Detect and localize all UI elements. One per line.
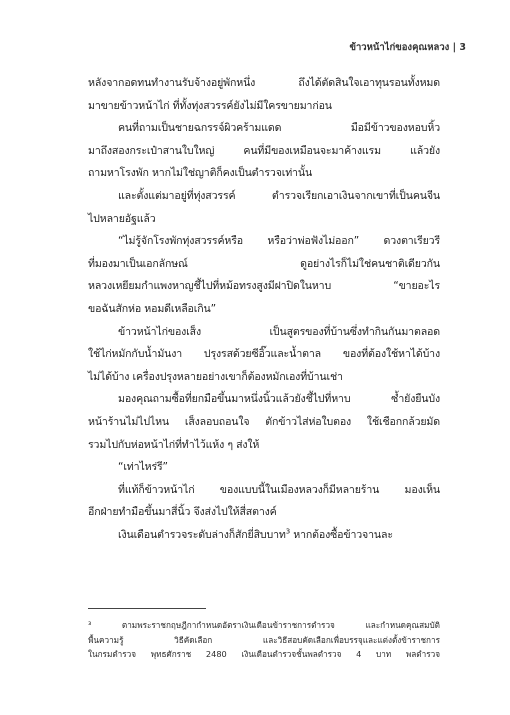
text-line: มาขายข้าวหน้าไก่ ที่ทั้งทุ่งสวรรค์ยังไม่มีใครขายมาก่อน [88, 99, 332, 112]
text-line: ที่แท้ก็ข้าวหน้าไก่ ของแบบนี้ในเมืองหลวงก็มีหลายร้าน มองเห็น [118, 483, 440, 496]
paragraph [88, 479, 440, 524]
text-fragment: หากต้องซื้อข้าวจานละ [290, 528, 393, 541]
paragraph [88, 185, 440, 230]
text-fragment: เงินเดือนตำรวจระดับล่างก็สักยี่สิบบาท [118, 528, 286, 541]
text-line: หลังจากอดทนทำงานรับจ้างอยู่พักหนึ่ง ถึงได้ตัดสินใจเอาทุนรอนทั้งหมด [88, 77, 440, 89]
text-line: ขอฉันสักห่อ หอมดีเหลือเกิน” [88, 302, 216, 315]
text-line: ข้าวหน้าไก่ของเส็ง เป็นสูตรของที่บ้านซึ่งทำกินกันมาตลอด [118, 325, 440, 338]
text-line: ถามหาโรงพัก หากไม่ใช่ญาติก็คงเป็นตำรวจเท่านั้น [88, 167, 313, 180]
text-line: และตั้งแต่มาอยู่ที่ทุ่งสวรรค์ ตำรวจเรียกเอาเงินจากเขาที่เป็นคนจีน [118, 189, 440, 202]
text-line: ใช้ไก่หมักกับน้ำมันงา ปรุงรสด้วยซีอิ๊วและน้ำตาล ของที่ต้องใช้หาได้บ้าง [88, 348, 440, 361]
paragraph [88, 456, 440, 479]
running-header: ข้าวหน้าไก่ของคุณหลวง | 3 [349, 42, 466, 53]
text-line: “ไม่รู้จักโรงพักทุ่งสวรรค์หรือ หรือว่าพ่อฟังไม่ออก” ดวงตาเรียวรี [118, 235, 440, 248]
text-line: หลวงเหยียมกำแพงหาญชี้ไปที่หม้อทรงสูงมีฝาปิดในหาบ “ขายอะไร [88, 280, 440, 293]
paragraph [88, 524, 440, 547]
footnote-line: ³ ตามพระราชกฤษฎีกากำหนดอัตราเงินเดือนข้าราชการตำรวจ และกำหนดคุณสมบัติ [88, 620, 440, 630]
paragraph [88, 72, 440, 117]
text-line: หน้าร้านไม่ไปไหน เส็งลอบถอนใจ ตักข้าวไส่ห่อใบตอง ใช้เชือกกล้วยมัด [88, 415, 440, 428]
text-line: มาถึงสองกระเป๋าสานใบใหญ่ คนที่มีของเหมือนจะมาค้างแรม แล้วยัง [88, 144, 440, 157]
text-line: รวมไปกับห่อหน้าไก่ที่ทำไว้แห้ง ๆ ส่งให้ [88, 438, 260, 451]
footnote-line: พื้นความรู้ วิธีคัดเลือก และวิธีสอบคัดเลือกเพื่อบรรจุและแต่งตั้งข้าราชการ [88, 634, 440, 645]
text-line: มองคุณถามซื้อที่ยกมือขึ้นมาหนึ่งนิ้วแล้วยังชี้ไปที่หาบ ซ้ำยังยืนบัง [118, 393, 440, 406]
paragraph [88, 230, 440, 320]
paragraph [88, 321, 440, 389]
text-line: อีกฝ่ายทำมือขึ้นมาสี่นิ้ว จึงส่งไปให้สี่สตางค์ [88, 506, 277, 519]
text-line: “เท่าไหร่รี” [118, 461, 168, 474]
text-line [88, 524, 440, 547]
paragraph [88, 388, 440, 456]
text-line: ไปหลายอัฐแล้ว [88, 212, 156, 225]
footnote-reference[interactable]: 3 [285, 527, 291, 536]
text-line: คนที่ถามเป็นชายฉกรรจ์ผิวคร้ามแดด มือมีข้าวของหอบหิ้ว [118, 122, 440, 135]
text-line: ไม่ได้บ้าง เครื่องปรุงหลายอย่างเขาก็ต้องหมักเองที่บ้านเช่า [88, 370, 343, 383]
footnote-line: ในกรมตำรวจ พุทธศักราช 2480 เงินเดือนตำรวจชั้นพลตำรวจ 4 บาท พลตำรวจ [88, 649, 440, 659]
footnote [88, 618, 440, 662]
body-text [88, 72, 440, 546]
text-line: ที่มองมาเป็นเอกลักษณ์ ดูอย่างไรก็ไม่ใช่คนชาติเดียวกัน [88, 257, 440, 270]
footnote-divider [88, 608, 206, 609]
paragraph [88, 117, 440, 185]
